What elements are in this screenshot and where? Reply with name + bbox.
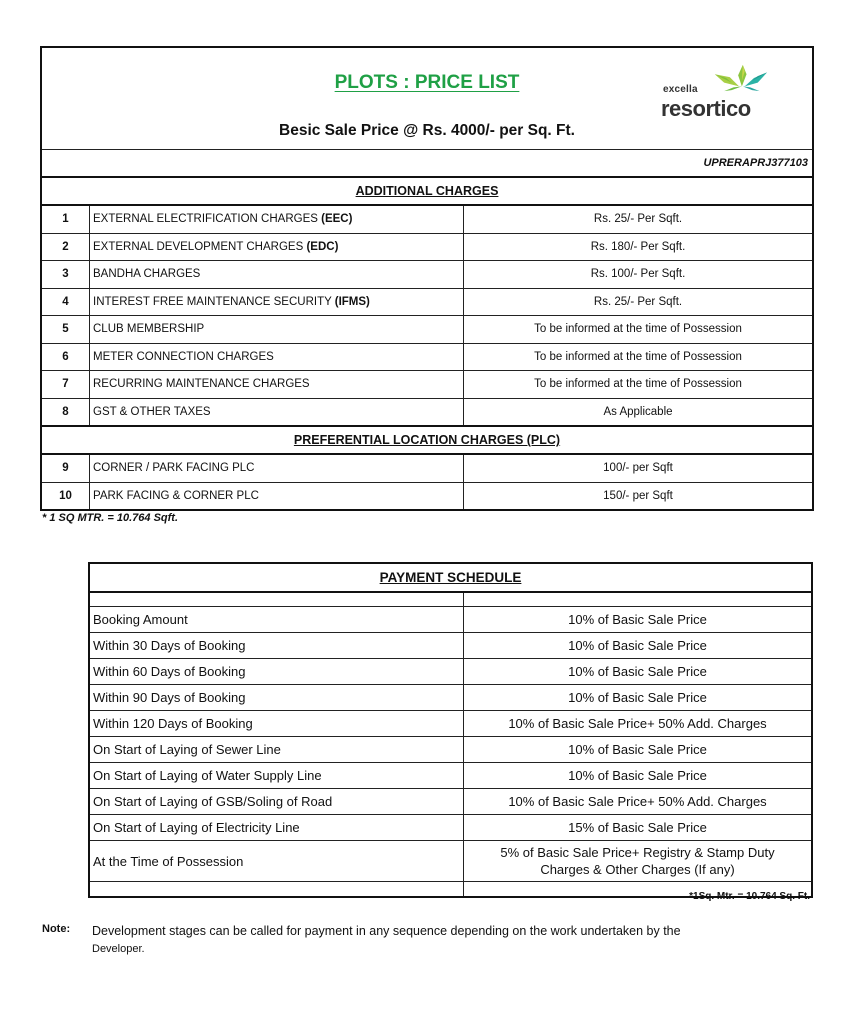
charge-value: Rs. 100/- Per Sqft. <box>590 268 686 280</box>
rera-number: UPRERAPRJ377103 <box>42 150 812 178</box>
payment-stage: Booking Amount <box>90 607 464 632</box>
payment-row <box>90 789 811 815</box>
payment-amount: 10% of Basic Sale Price <box>568 742 707 757</box>
brand-name-small: excella <box>663 84 698 95</box>
payment-amount: 10% of Basic Sale Price <box>568 612 707 627</box>
payment-stage: On Start of Laying of GSB/Soling of Road <box>90 789 464 814</box>
charge-label: EXTERNAL ELECTRIFICATION CHARGES (EEC) <box>90 206 464 233</box>
plc-label: CORNER / PARK FACING PLC <box>90 455 464 482</box>
row-number: 5 <box>42 316 90 343</box>
leaf-logo-icon <box>711 64 769 92</box>
charge-label: INTEREST FREE MAINTENANCE SECURITY (IFMS) <box>90 289 464 316</box>
payment-stage: Within 120 Days of Booking <box>90 711 464 736</box>
page-title: PLOTS : PRICE LIST <box>334 72 520 93</box>
charge-value: Rs. 25/- Per Sqft. <box>593 213 683 225</box>
blank-cell <box>90 593 464 606</box>
payment-stage: Within 90 Days of Booking <box>90 685 464 710</box>
charge-value: To be informed at the time of Possession <box>534 378 742 390</box>
charge-label: EXTERNAL DEVELOPMENT CHARGES (EDC) <box>90 234 464 261</box>
payment-amount: 10% of Basic Sale Price <box>568 638 707 653</box>
payment-amount: 10% of Basic Sale Price+ 50% Add. Charges <box>508 716 767 731</box>
charge-value: As Applicable <box>603 405 673 418</box>
price-list-header <box>42 48 812 150</box>
basic-sale-price: Besic Sale Price @ Rs. 4000/- per Sq. Ft. <box>279 122 575 139</box>
payment-sqm-footnote: *1Sq. Mtr. = 10.764 Sq. Ft. <box>689 891 810 902</box>
charge-row <box>42 316 812 344</box>
blank-row <box>90 593 811 607</box>
row-number: 3 <box>42 261 90 288</box>
charge-label: CLUB MEMBERSHIP <box>90 316 464 343</box>
plc-heading: PREFERENTIAL LOCATION CHARGES (PLC) <box>42 427 812 455</box>
payment-stage: Within 60 Days of Booking <box>90 659 464 684</box>
row-number: 4 <box>42 289 90 316</box>
row-number: 1 <box>42 206 90 233</box>
price-list-table <box>40 46 814 511</box>
note-label: Note: <box>42 923 71 935</box>
payment-row <box>90 841 811 882</box>
payment-amount <box>464 841 811 881</box>
charge-value: Rs. 25/- Per Sqft. <box>593 295 683 308</box>
blank-cell <box>464 593 811 606</box>
brand-logo <box>661 64 785 124</box>
payment-stage: On Start of Laying of Water Supply Line <box>90 763 464 788</box>
payment-amount: 10% of Basic Sale Price <box>568 690 707 705</box>
charge-value: To be informed at the time of Possession <box>534 323 742 335</box>
charge-value: To be informed at the time of Possession <box>534 350 742 363</box>
payment-amount: 10% of Basic Sale Price <box>568 768 707 783</box>
note-line-2: Developer. <box>92 943 145 955</box>
payment-amount: 10% of Basic Sale Price <box>568 664 707 679</box>
payment-schedule-heading: PAYMENT SCHEDULE <box>90 564 811 593</box>
payment-stage: On Start of Laying of Electricity Line <box>90 815 464 840</box>
payment-row <box>90 711 811 737</box>
row-number: 8 <box>42 399 90 426</box>
charge-row <box>42 371 812 399</box>
charge-row <box>42 399 812 428</box>
payment-row <box>90 685 811 711</box>
payment-stage: At the Time of Possession <box>90 841 464 881</box>
plc-value: 100/- per Sqft <box>603 462 673 474</box>
payment-row <box>90 737 811 763</box>
row-number: 7 <box>42 371 90 398</box>
payment-amount-line: 5% of Basic Sale Price+ Registry & Stamp Duty <box>500 845 775 860</box>
note-line-1: Development stages can be called for payment in any sequence depending on the work undertaken by the <box>92 924 681 938</box>
charge-value: Rs. 180/- Per Sqft. <box>590 240 686 253</box>
blank-cell <box>90 882 464 896</box>
payment-amount: 15% of Basic Sale Price <box>568 820 707 835</box>
charge-row <box>42 261 812 289</box>
plc-label: PARK FACING & CORNER PLC <box>90 483 464 510</box>
plc-row <box>42 483 812 510</box>
charge-row <box>42 234 812 262</box>
plc-row <box>42 455 812 483</box>
row-number: 2 <box>42 234 90 261</box>
charge-label: METER CONNECTION CHARGES <box>90 344 464 371</box>
payment-schedule-table <box>88 562 813 898</box>
charge-label: BANDHA CHARGES <box>90 261 464 288</box>
row-number: 9 <box>42 455 90 482</box>
additional-charges-heading: ADDITIONAL CHARGES <box>42 178 812 206</box>
charge-label: GST & OTHER TAXES <box>90 399 464 426</box>
charge-label: RECURRING MAINTENANCE CHARGES <box>90 371 464 398</box>
payment-row <box>90 763 811 789</box>
charge-row <box>42 289 812 317</box>
note-text <box>92 922 772 958</box>
payment-row <box>90 607 811 633</box>
payment-stage: On Start of Laying of Sewer Line <box>90 737 464 762</box>
charge-row <box>42 206 812 234</box>
brand-name-large: resortico <box>661 96 751 121</box>
row-number: 6 <box>42 344 90 371</box>
payment-row <box>90 633 811 659</box>
row-number: 10 <box>42 483 90 510</box>
payment-stage: Within 30 Days of Booking <box>90 633 464 658</box>
payment-row <box>90 815 811 841</box>
charge-row <box>42 344 812 372</box>
plc-value: 150/- per Sqft <box>603 489 673 502</box>
payment-amount-line: Charges & Other Charges (If any) <box>540 862 735 877</box>
payment-row <box>90 659 811 685</box>
payment-amount: 10% of Basic Sale Price+ 50% Add. Charges <box>508 794 767 809</box>
sqm-conversion-note: * 1 SQ MTR. = 10.764 Sqft. <box>42 512 179 524</box>
